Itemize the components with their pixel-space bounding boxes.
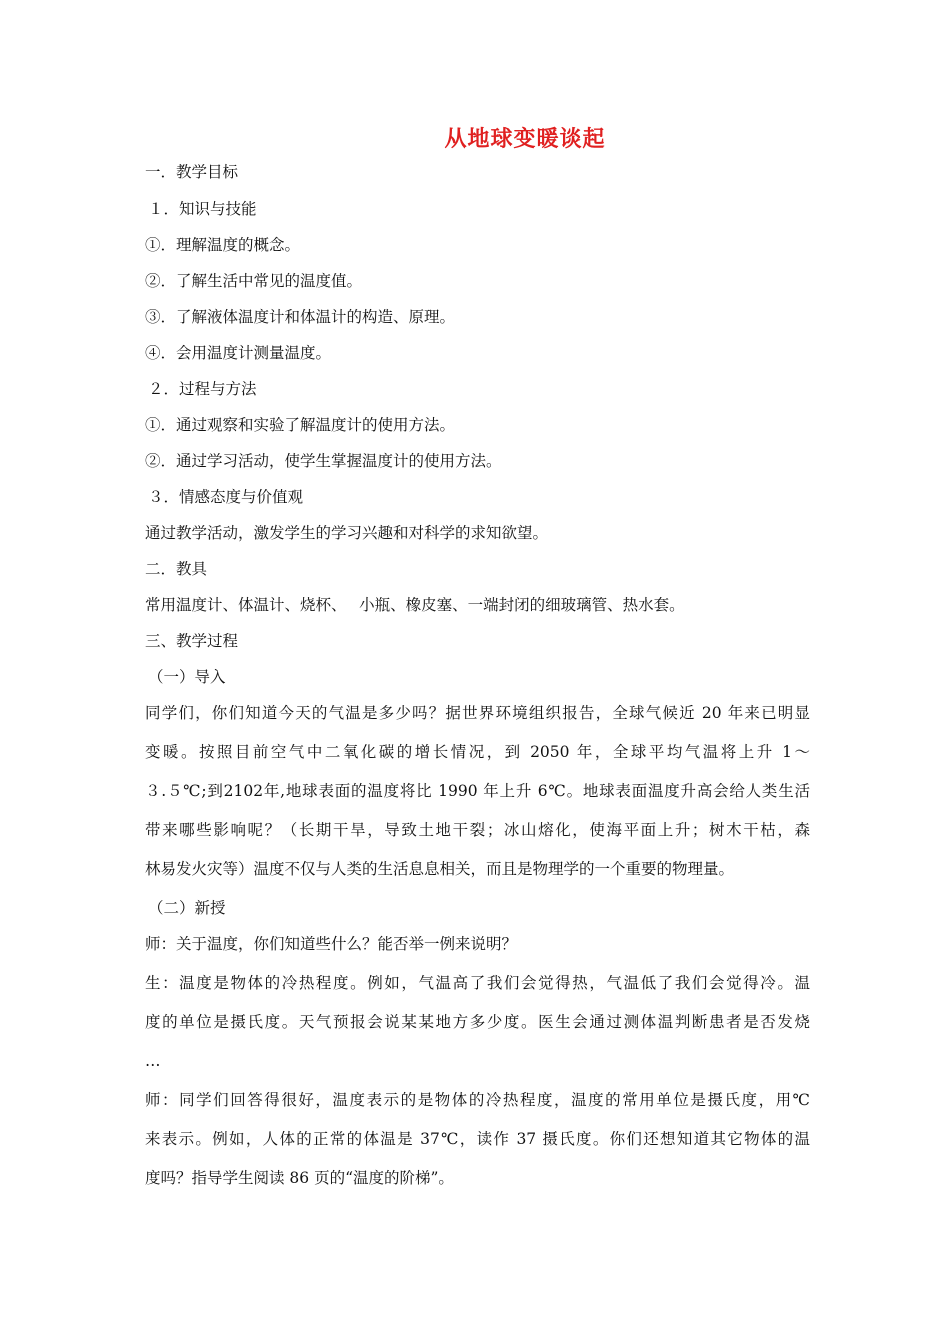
subheading-attitude-values: ３．情感态度与价值观 [148,488,304,506]
paragraph-line: ３.５℃;到2102年,地球表面的温度将比 1990 年上升 6℃。地球表面温度升高会给人类生活 [145,782,810,800]
paragraph-line: 常用温度计、体温计、烧杯、 小瓶、橡皮塞、一端封闭的细玻璃管、热水套。 [145,596,685,614]
list-item: ④．会用温度计测量温度。 [145,344,332,362]
section-heading-objectives: 一．教学目标 [145,163,239,181]
dialogue-line: 来表示。例如，人体的正常的体温是 37℃，读作 37 摄氏度。你们还想知道其它物体的温 [145,1130,810,1148]
list-item: ②．通过学习活动，使学生掌握温度计的使用方法。 [145,452,502,470]
subheading-process-method: ２．过程与方法 [148,380,257,398]
dialogue-line: 师：同学们回答得很好，温度表示的是物体的冷热程度，温度的常用单位是摄氏度，用℃ [145,1091,810,1109]
dialogue-line: 度吗？指导学生阅读 86 页的“温度的阶梯”。 [145,1169,454,1187]
paragraph-line: 林易发火灾等）温度不仅与人类的生活息息相关，而且是物理学的一个重要的物理量。 [145,860,735,878]
paragraph-line: 同学们，你们知道今天的气温是多少吗？据世界环境组织报告，全球气候近 20 年来已明显 [145,704,810,722]
dialogue-line: 师：关于温度，你们知道些什么？能否举一例来说明？ [145,935,518,953]
list-item: ③．了解液体温度计和体温计的构造、原理。 [145,308,456,326]
subheading-knowledge-skills: １．知识与技能 [148,200,257,218]
document-title: 从地球变暖谈起 [444,127,606,152]
dialogue-line: 生：温度是物体的冷热程度。例如，气温高了我们会觉得热，气温低了我们会觉得冷。温 [145,974,810,992]
section-heading-process: 三、教学过程 [145,632,239,650]
list-item: ①．通过观察和实验了解温度计的使用方法。 [145,416,456,434]
paragraph-line: 通过教学活动，激发学生的学习兴趣和对科学的求知欲望。 [145,524,549,542]
list-item: ②．了解生活中常见的温度值。 [145,272,363,290]
list-item: ①．理解温度的概念。 [145,236,301,254]
subheading-new-lesson: （二）新授 [148,899,226,917]
paragraph-line: 带来哪些影响呢？（长期干旱，导致土地干裂；冰山熔化，使海平面上升；树木干枯，森 [145,821,810,839]
paragraph-line: 变暖。按照目前空气中二氧化碳的增长情况，到 2050 年，全球平均气温将上升 1～ [145,743,810,761]
subheading-introduction: （一）导入 [148,668,226,686]
section-heading-equipment: 二．教具 [145,560,208,578]
dialogue-line: 度的单位是摄氏度。天气预报会说某某地方多少度。医生会通过测体温判断患者是否发烧 [145,1013,810,1031]
dialogue-line: … [145,1052,161,1070]
